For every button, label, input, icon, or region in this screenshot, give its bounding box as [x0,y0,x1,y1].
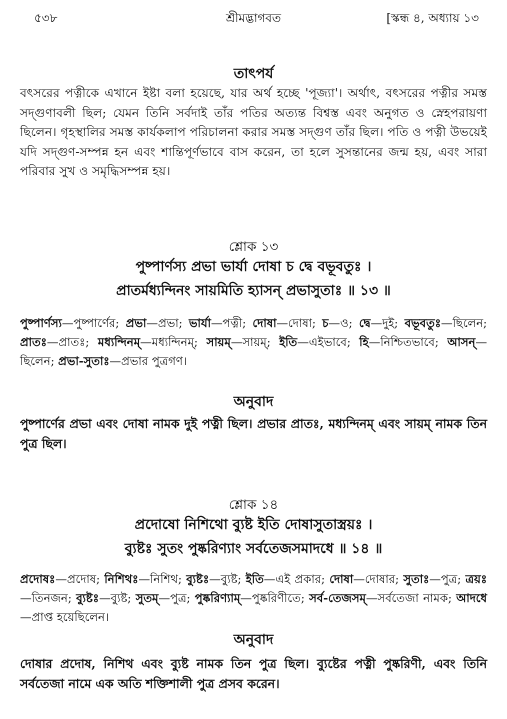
synonym-word: মধ্যন্দিনম্ [97,335,141,350]
synonym-meaning: এইভাবে [308,335,347,350]
synonym-word: প্রদোষঃ [20,572,56,586]
synonym-meaning: পুষ্করিণীতে [251,591,301,606]
synonym-meaning: প্রদোষ [66,572,97,586]
synonym-word: আদধে [456,591,487,606]
synonym-word: সর্ব-তেজসম্ [309,591,366,606]
book-title: শ্রীমদ্ভাগবত [225,11,281,25]
synonym-meaning: নিশিথ [150,572,178,586]
synonym-word: প্রাতঃ [20,335,47,350]
synonym-meaning: এই প্রকার [275,572,322,586]
synonym-meaning: নিশ্চিতভাবে [380,335,435,350]
synonym-word: চ [322,316,329,330]
synonym-meaning: পুত্র [440,572,458,586]
verse-14-translation-heading: অনুবাদ [233,632,274,648]
synonym-meaning: তিনজন [31,591,68,606]
purport-heading: তাৎপর্য [233,66,274,82]
synonym-meaning: পুষ্পার্ণের [73,316,116,330]
synonym-word: দোষা [252,316,277,330]
synonym-word: ত্রয়ঃ [465,572,488,586]
verse-13-translation-heading: অনুবাদ [233,394,274,410]
synonym-meaning: ও [340,316,349,330]
synonym-meaning: পত্নী [222,316,243,330]
synonym-word: নিশিথঃ [104,572,139,586]
purport-text: বৎসরের পত্নীকে এখানে ইষ্টা বলা হয়েছে, যার অর্থ হচ্ছে 'পূজ্যা'। অর্থাৎ, বৎসরের পত্নীর সমস্ত সদ্গুণাবলী ছিল; যেমন তিনি সর্বদাই তাঁর পতির অত্যন্ত বিশ্বস্ত এবং অনুগত ও স্নেহপরায়ণা ছিলেন। গৃহস্থালির সমস্ত কার্যকলাপ পরিচালনা করার সমস্ত সদ্গুণ তাঁর ছিল। পতি ও পত্নী উভয়েই যদি সদ্গুণ-সম্পন্ন হন এবং শান্তিপূর্ণভাবে বাস করেন, তা হলে সুসন্তানের জন্ম হয়, এবং সারা পরিবার সুখ ও সমৃদ্ধিসম্পন্ন হয়। [20,86,487,178]
page-header [0,10,507,28]
synonym-meaning: সর্বতেজা নামক [377,591,448,606]
synonym-meaning: প্রভা [157,316,179,330]
synonym-word: দোষা [329,572,354,586]
verse-14-translation: দোষার প্রদোষ, নিশিথ এবং ব্যুষ্ট নামক তিন পুত্র ছিল। ব্যুষ্টের পত্নী পুষ্করিণী, এবং তিনি সর্বতেজা নামে এক অতি শক্তিশালী পুত্র প্রসব করেন। [20,656,487,691]
verse-14-line-2: ব্যুষ্টঃ সুতং পুষ্করিণ্যাং সর্বতেজসমাদধে ॥ ১৪ ॥ [124,541,383,557]
synonym-meaning: দোষা [288,316,312,330]
verse-14-line-1: প্রদোষো নিশিথো ব্যুষ্ট ইতি দোষাসুতাস্ত্রয়ঃ । [134,517,373,533]
synonym-word: ইতি [245,572,264,586]
verse-14-synonyms: প্রদোষঃ—প্রদোষ; নিশিথঃ—নিশিথ; ব্যুষ্টঃ—ব্যুষ্ট; ইতি—এই প্রকার; দোষা—দোষার; সুতাঃ—পুত্র; ত্রয়ঃ—তিনজন; ব্যুষ্টঃ—ব্যুষ্ট; সুতম্—পুত্র; পুষ্করিণ্যাম্—পুষ্করিণীতে; সর্ব-তেজসম্—সর্বতেজা নামক; আদধে—প্রাপ্ত হয়েছিলেন। [20,572,488,625]
synonym-word: সুতাঃ [403,572,430,586]
verse-14-label: শ্লোক ১৪ [228,497,279,513]
synonym-word: প্রভা [125,316,147,330]
verse-13-line-2: প্রাতর্মধ্যন্দিনং সায়মিতি হ্যাসন্ প্রভাসুতাঃ ॥ ১৩ ॥ [116,283,391,299]
synonym-word: ইতি [279,335,298,350]
synonym-meaning: প্রাপ্ত হয়েছিলেন। [31,610,110,625]
synonym-word: পুষ্করিণ্যাম্ [194,591,241,606]
synonym-meaning: প্রভার পুত্রগণ। [121,354,187,369]
synonym-word: আসন্ [447,335,476,350]
synonym-meaning: ছিলেন [20,354,51,369]
synonym-word: সায়ম্ [206,335,231,350]
synonym-meaning: সায়ম্ [242,335,267,350]
synonym-word: ভার্যা [188,316,211,330]
synonym-meaning: পুত্র [170,591,187,606]
synonym-meaning: ব্যুষ্ট [220,572,238,586]
verse-13-translation: পুষ্পার্ণের প্রভা এবং দোষা নামক দুই পত্নী ছিল। প্রভার প্রাতঃ, মধ্যন্দিনম্ এবং সায়ম্ নামক তিন পুত্র ছিল। [20,416,487,451]
synonym-meaning: দোষার [364,572,396,586]
verse-13-synonyms: পুষ্পার্ণস্য—পুষ্পার্ণের; প্রভা—প্রভা; ভার্যা—পত্নী; দোষা—দোষা; চ—ও; দ্বে—দুই; বভূবতুঃ—ছিলেন; প্রাতঃ—প্রাতঃ; মধ্যন্দিনম্—মধ্যন্দিনম্; সায়ম্—সায়ম্; ইতি—এইভাবে; হি—নিশ্চিতভাবে; আসন্—ছিলেন; প্রভা-সুতাঃ—প্রভার পুত্রগণ। [20,316,488,369]
verse-13-label: শ্লোক ১৩ [228,239,279,255]
synonym-word: হি [359,335,369,350]
synonym-meaning: ছিলেন [452,316,484,330]
synonym-meaning: প্রাতঃ [58,335,86,350]
synonym-meaning: ব্যুষ্ট [110,591,128,606]
synonym-word: বভূবতুঃ [404,316,442,330]
synonym-word: সুতম্ [135,591,159,606]
synonym-meaning: মধ্যন্দিনম্ [151,335,195,350]
synonym-word: দ্বে [358,316,371,330]
chapter-reference: [স্কন্ধ ৪, অধ্যায় ১৩ [386,11,479,25]
synonym-word: ব্যুষ্টঃ [186,572,210,586]
synonym-word: পুষ্পার্ণস্য [20,316,62,330]
verse-13-line-1: পুষ্পার্ণস্য প্রভা ভার্যা দোষা চ দ্বে বভূবতুঃ । [135,259,372,275]
page-number: ৫৩৮ [34,11,58,25]
synonym-word: প্রভা-সুতাঃ [58,354,110,369]
synonym-meaning: দুই [382,316,395,330]
synonym-word: ব্যুষ্টঃ [76,591,100,606]
